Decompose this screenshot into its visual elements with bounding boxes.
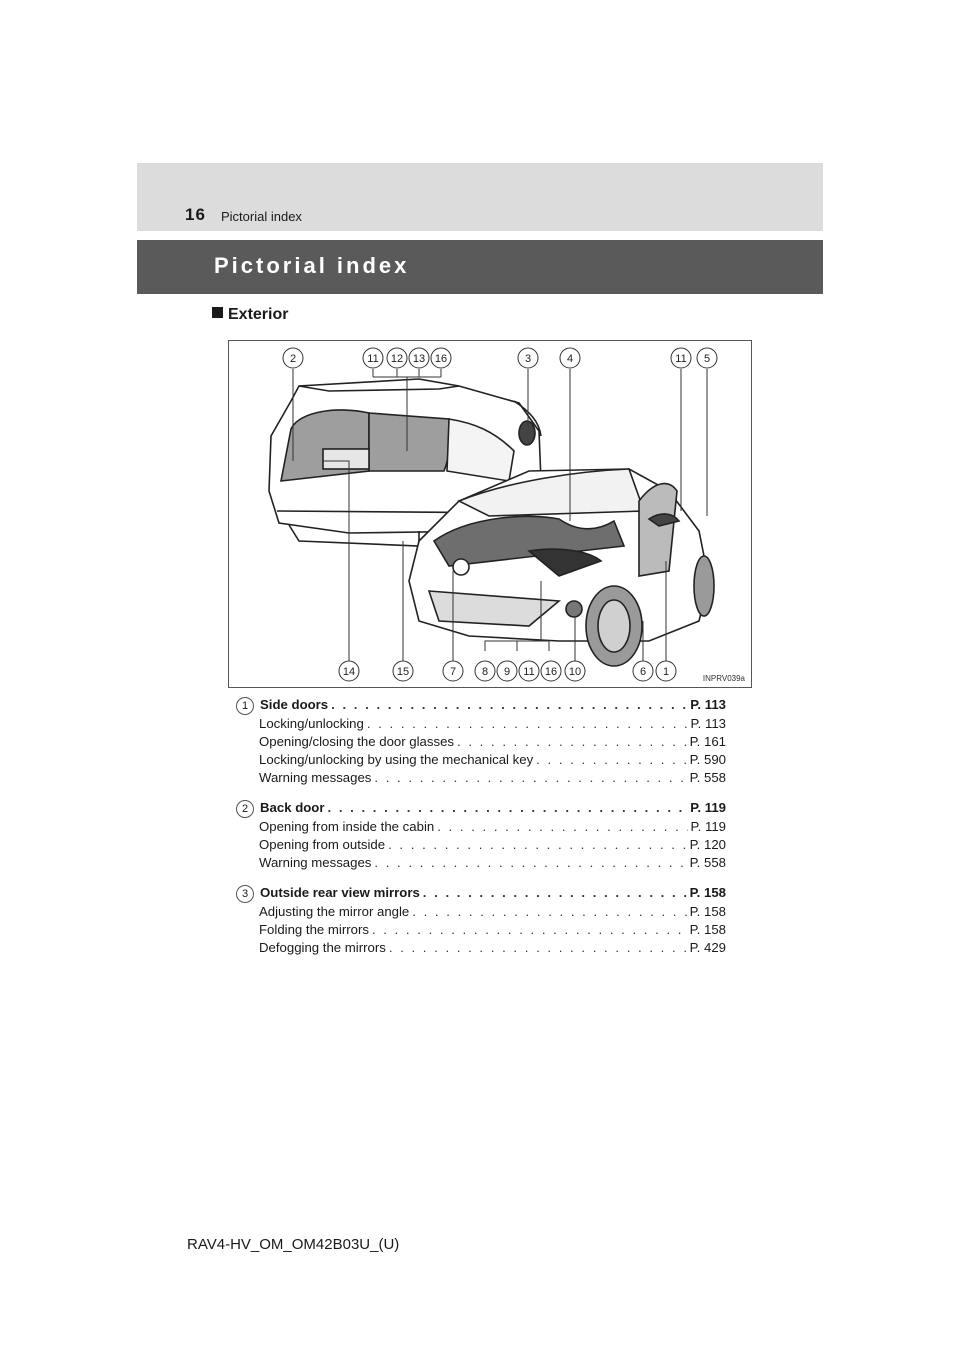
callout-3-top (518, 348, 538, 368)
sub-entry: Opening from outside . . . P. 120 (236, 836, 726, 854)
callout-12-top (387, 348, 407, 368)
svg-text:8: 8 (481, 666, 489, 678)
entry-label: Side doors (260, 697, 329, 712)
svg-text:16: 16 (434, 353, 448, 365)
callout-11-top (363, 348, 383, 368)
callout-14-bottom (339, 661, 359, 681)
entry-page-ref: P. 119 (690, 800, 726, 815)
callout-5-top (697, 348, 717, 368)
callout-1-bottom (656, 661, 676, 681)
svg-text:3: 3 (524, 353, 532, 365)
sub-entry: Opening/closing the door glasses . . . P. 161 (236, 733, 726, 751)
callout-9-bottom (497, 661, 517, 681)
svg-text:15: 15 (396, 666, 410, 678)
svg-text:12: 12 (390, 353, 404, 365)
figure-code: INPRV039a (702, 674, 745, 683)
svg-text:4: 4 (566, 353, 574, 365)
sub-entry: Warning messages . . . P. 558 (236, 769, 726, 787)
vehicle-illustration (229, 341, 751, 687)
callout-15-bottom (393, 661, 413, 681)
section-heading-label: Exterior (228, 306, 289, 323)
svg-text:10: 10 (568, 666, 582, 678)
entry-page-ref: P. 113 (690, 697, 726, 712)
running-title: Pictorial index (221, 209, 302, 224)
page-number: 16 (185, 205, 206, 224)
callout-6-bottom (633, 661, 653, 681)
document-code: RAV4-HV_OM_OM42B03U_(U) (187, 1236, 400, 1253)
page-title: Pictorial index (214, 253, 410, 278)
callout-7-bottom (443, 661, 463, 681)
title-bar (137, 240, 823, 294)
svg-text:11: 11 (523, 666, 535, 678)
svg-text:9: 9 (503, 666, 511, 678)
entry-heading (236, 799, 726, 818)
entry-number-badge: 1 (236, 697, 254, 715)
entry-heading (236, 884, 726, 903)
sub-entry: Adjusting the mirror angle . . . P. 158 (236, 903, 726, 921)
entry-number-badge: 2 (236, 800, 254, 818)
svg-text:1: 1 (662, 666, 670, 678)
callout-13-top (409, 348, 429, 368)
callout-16-bottom (541, 661, 561, 681)
callout-4-top (560, 348, 580, 368)
sub-entry: Locking/unlocking by using the mechanical key . . . P. 590 (236, 751, 726, 769)
callout-10-bottom (565, 661, 585, 681)
svg-text:11: 11 (675, 353, 687, 365)
sub-entry: Folding the mirrors . . . P. 158 (236, 921, 726, 939)
entry-page-ref: P. 158 (689, 885, 726, 900)
svg-text:5: 5 (703, 353, 711, 365)
callout-16-top (431, 348, 451, 368)
callout-11-bottom (519, 661, 539, 681)
svg-text:13: 13 (412, 353, 426, 365)
sub-entry: Locking/unlocking . . . P. 113 (236, 715, 726, 733)
sub-entry: Opening from inside the cabin . . . P. 119 (236, 818, 726, 836)
sub-entry: Defogging the mirrors . . . P. 429 (236, 939, 726, 957)
svg-text:16: 16 (544, 666, 558, 678)
svg-text:2: 2 (289, 353, 297, 365)
svg-text:14: 14 (342, 666, 356, 678)
section-heading (212, 306, 288, 324)
callout-8-bottom (475, 661, 495, 681)
index-entries (236, 696, 726, 969)
entry-label: Outside rear view mirrors (260, 885, 420, 900)
callout-11b-top (671, 348, 691, 368)
svg-text:6: 6 (639, 666, 647, 678)
entry-back-door (236, 799, 726, 872)
entry-heading (236, 696, 726, 715)
callout-2-top (283, 348, 303, 368)
sub-entry: Warning messages . . . P. 558 (236, 854, 726, 872)
svg-text:7: 7 (449, 666, 457, 678)
exterior-figure (228, 340, 752, 688)
entry-outside-mirrors (236, 884, 726, 957)
square-bullet-icon (212, 307, 223, 318)
svg-text:11: 11 (367, 353, 379, 365)
entry-side-doors (236, 696, 726, 787)
entry-number-badge: 3 (236, 885, 254, 903)
entry-label: Back door (260, 800, 325, 815)
